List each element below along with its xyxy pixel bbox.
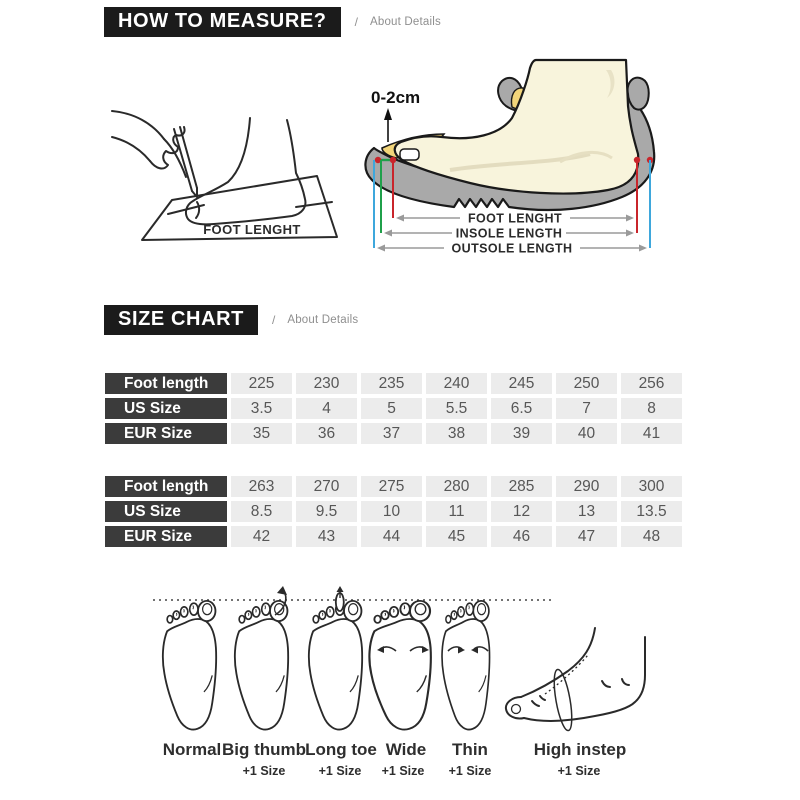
size-cell: 38 <box>426 423 487 444</box>
size-cell: 36 <box>296 423 357 444</box>
size-cell: 13.5 <box>621 501 682 522</box>
foot-outline <box>186 118 305 224</box>
foot-length-dim-label: FOOT LENGHT <box>468 211 562 226</box>
foot-type-label-normal: Normal <box>162 740 222 759</box>
size-cell: 7 <box>556 398 617 419</box>
plus-size-note: +1 Size <box>557 764 601 778</box>
foot-type-label-high-instep: High instep <box>533 740 627 759</box>
size-cell: 280 <box>426 476 487 497</box>
size-chart-title: SIZE CHART <box>104 305 258 335</box>
size-cell: 35 <box>231 423 292 444</box>
about-details-link[interactable]: About Details <box>287 314 359 326</box>
size-cell: 41 <box>621 423 682 444</box>
size-cell: 39 <box>491 423 552 444</box>
size-row-header: Foot length <box>105 373 227 394</box>
foot-type-label-big-thumb: Big thumb <box>221 740 307 759</box>
size-cell: 225 <box>231 373 292 394</box>
toe-marker <box>400 149 419 160</box>
foot-shape-high-instep <box>506 628 645 732</box>
shoe-measurement-illustration <box>360 50 690 275</box>
size-cell: 263 <box>231 476 292 497</box>
plus-size-note: +1 Size <box>381 764 425 778</box>
size-cell: 11 <box>426 501 487 522</box>
size-cell: 240 <box>426 373 487 394</box>
size-cell: 270 <box>296 476 357 497</box>
size-cell: 47 <box>556 526 617 547</box>
measuring-hand-with-pen <box>112 111 197 197</box>
size-row-header: US Size <box>105 398 227 419</box>
foot-marking-illustration <box>110 85 360 280</box>
foot-type-label-wide: Wide <box>385 740 427 759</box>
foot-type-label-thin: Thin <box>452 740 488 759</box>
size-row-header: EUR Size <box>105 423 227 444</box>
size-row-header: US Size <box>105 501 227 522</box>
separator-slash: / <box>272 313 276 327</box>
insole-length-dimension <box>384 227 634 241</box>
size-cell: 4 <box>296 398 357 419</box>
about-details-link[interactable]: About Details <box>369 16 441 28</box>
size-cell: 8.5 <box>231 501 292 522</box>
toe-gap-label: 0-2cm <box>371 88 421 107</box>
foot-shape-normal <box>163 601 216 730</box>
foot-types-illustration <box>140 585 700 740</box>
foot-shape-thin <box>442 601 490 730</box>
size-cell: 37 <box>361 423 422 444</box>
separator-slash: / <box>354 15 358 29</box>
insole-length-dim-label: INSOLE LENGTH <box>455 226 563 241</box>
outsole-length-dimension <box>377 242 647 256</box>
paper-foot-length-label: FOOT LENGHT <box>203 222 301 237</box>
size-cell: 45 <box>426 526 487 547</box>
toe-gap-arrow <box>384 108 392 142</box>
size-row-header: Foot length <box>105 476 227 497</box>
how-to-measure-header <box>104 7 441 37</box>
foot-type-label-long-toe: Long toe <box>305 740 377 759</box>
size-chart-table-1 <box>105 373 682 444</box>
size-cell: 285 <box>491 476 552 497</box>
size-row-header: EUR Size <box>105 526 227 547</box>
plus-size-note: +1 Size <box>242 764 286 778</box>
size-cell: 290 <box>556 476 617 497</box>
plus-size-note: +1 Size <box>318 764 362 778</box>
size-cell: 40 <box>556 423 617 444</box>
size-cell: 48 <box>621 526 682 547</box>
size-cell: 13 <box>556 501 617 522</box>
outsole-length-dim-label: OUTSOLE LENGTH <box>451 241 573 256</box>
size-cell: 10 <box>361 501 422 522</box>
size-cell: 8 <box>621 398 682 419</box>
size-cell: 43 <box>296 526 357 547</box>
size-cell: 275 <box>361 476 422 497</box>
foot-shape-long-toe <box>309 586 362 730</box>
size-chart-header <box>104 305 358 335</box>
how-to-measure-title: HOW TO MEASURE? <box>104 7 341 37</box>
size-cell: 245 <box>491 373 552 394</box>
size-cell: 3.5 <box>231 398 292 419</box>
foot-length-dimension <box>396 212 634 226</box>
size-cell: 5.5 <box>426 398 487 419</box>
foot-shape-big-thumb <box>235 586 288 730</box>
size-cell: 12 <box>491 501 552 522</box>
size-cell: 300 <box>621 476 682 497</box>
size-cell: 46 <box>491 526 552 547</box>
size-cell: 230 <box>296 373 357 394</box>
size-cell: 256 <box>621 373 682 394</box>
shoe-collar-right <box>628 78 649 110</box>
foot-shape-wide <box>369 601 430 730</box>
size-cell: 235 <box>361 373 422 394</box>
size-cell: 5 <box>361 398 422 419</box>
size-cell: 6.5 <box>491 398 552 419</box>
size-cell: 44 <box>361 526 422 547</box>
size-cell: 250 <box>556 373 617 394</box>
plus-size-note: +1 Size <box>448 764 492 778</box>
size-chart-table-2 <box>105 476 682 547</box>
size-cell: 9.5 <box>296 501 357 522</box>
size-cell: 42 <box>231 526 292 547</box>
